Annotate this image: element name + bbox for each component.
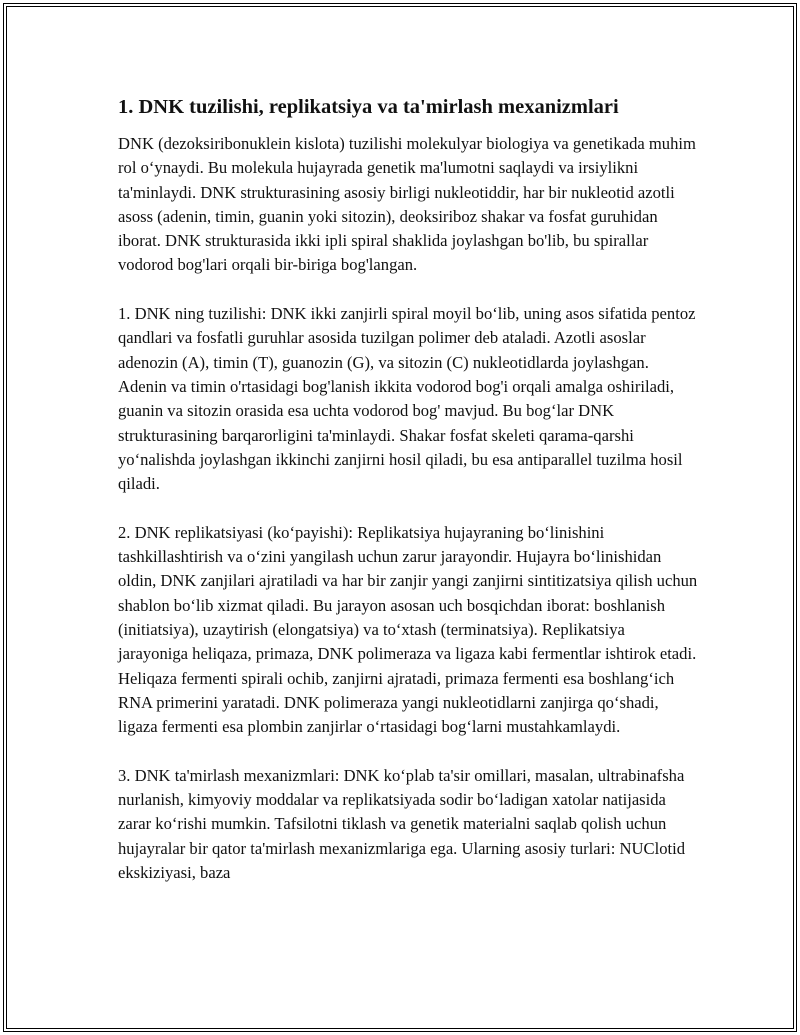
paragraph-dnk-replication: 2. DNK replikatsiyasi (koʻpayishi): Replikatsiya hujayraning boʻlinishini tashkillashtirish va oʻzini yangilash uchun zarur jarayondir. Hujayra boʻlinishidan oldin, DNK zanjilari ajratiladi va har bir zanjir yangi zanjirni sintitizatsiya qilish uchun shablon boʻlib xizmat qiladi. Bu jarayon asosan uch bosqichdan iborat: boshlanish (initiatsiya), uzaytirish (elongatsiya) va toʻxtash (terminatsiya). Replikatsiya jarayoniga heliqaza, primaza, DNK polimeraza va ligaza kabi fermentlar ishtirok etadi. Heliqaza fermenti spirali ochib, zanjirni ajratadi, primaza fermenti esa boshlangʻich RNA primerini yaratadi. DNK polimeraza yangi nukleotidlarni zanjirga qoʻshadi, ligaza fermenti esa plombin zanjirlar oʻrtasidagi bogʻlarni mustahkamlaydi. [118,522,698,737]
intro-paragraph: DNK (dezoksiribonuklein kislota) tuzilishi molekulyar biologiya va genetikada muhim rol oʻynaydi. Bu molekula hujayrada genetik ma'lumotni saqlaydi va irsiylikni ta'minlaydi. DNK strukturasining asosiy birligi nukleotiddir, har bir nukleotid azotli asoss (adenin, timin, guanin yoki sitozin), deoksiriboz shakar va fosfat guruhidan iborat. DNK strukturasida ikki ipli spiral shaklida joylashgan bo'lib, bu spirallar vodorod bog'lari orqali bir-biriga bog'langan. [118,134,696,275]
paragraph-dnk-repair: 3. DNK ta'mirlash mexanizmlari: DNK koʻplab ta'sir omillari, masalan, ultrabinafsha nurlanish, kimyoviy moddalar va replikatsiyada sodir boʻladigan xatolar natijasida zarar koʻrishi mumkin. Tafsilotni tiklash va genetik materialni saqlab qolish uchun hujayralar bir qator ta'mirlash mexanizmlariga ega. Ularning asosiy turlari: NUClotid ekskiziyasi, baza [118,765,686,882]
section-heading: 1. DNK tuzilishi, replikatsiya va ta'mirlash mexanizmlari [118,96,619,118]
document-body [118,93,698,885]
paragraph-dnk-structure: 1. DNK ning tuzilishi: DNK ikki zanjirli spiral moyil boʻlib, uning asos sifatida pentoz qandlari va fosfatli guruhlar asosida tuzilgan polimer deb ataladi. Azotli asoslar adenozin (A), timin (T), guanozin (G), va sitozin (C) nukleotidlarda joylashgan. Adenin va timin o'rtasidagi bog'lanish ikkita vodorod bog'i orqali amalga oshiriladi, guanin va sitozin orasida esa uchta vodorod bog' mavjud. Bu bogʻlar DNK strukturasining barqarorligini ta'minlaydi. Shakar fosfat skeleti qarama-qarshi yoʻnalishda joylashgan ikkinchi zanjirni hosil qiladi, bu esa antiparallel tuzilma hosil qiladi. [118,304,696,494]
